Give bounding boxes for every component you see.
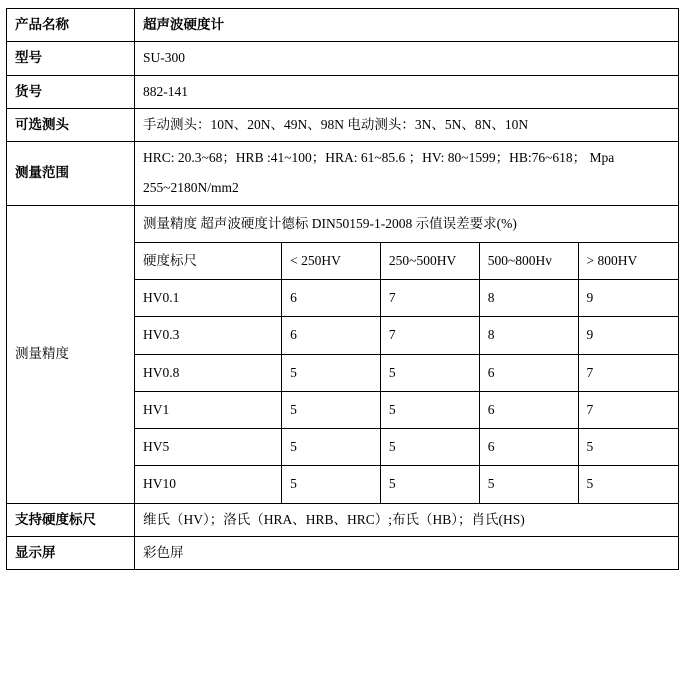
table-row [7,142,679,206]
accuracy-cell-value: 5 [380,466,479,503]
accuracy-cell-value: 9 [578,317,678,354]
table-row [135,429,678,466]
range-line-1: HRC: 20.3~68；HRB :41~100；HRA: 61~85.6 ；HV: 80~1599；HB:76~618； Mpa [143,150,615,165]
accuracy-cell-scale: HV0.3 [135,317,282,354]
table-row [135,466,678,503]
accuracy-cell-value: 7 [380,317,479,354]
accuracy-header-scale: 硬度标尺 [135,242,282,279]
accuracy-cell-value: 6 [282,280,381,317]
table-row [135,280,678,317]
row-value-model: SU-300 [135,42,679,75]
accuracy-cell-value: 5 [282,354,381,391]
row-value-item-no: 882-141 [135,75,679,108]
range-line-2: 255~2180N/mm2 [143,180,239,196]
accuracy-cell-value: 5 [380,391,479,428]
table-row [135,391,678,428]
accuracy-header-gt800: > 800HV [578,242,678,279]
accuracy-cell-value: 5 [380,429,479,466]
accuracy-cell-value: 5 [578,466,678,503]
row-label-probes: 可选测头 [7,108,135,141]
accuracy-header-250-500: 250~500HV [380,242,479,279]
row-label-model: 型号 [7,42,135,75]
row-label-product-name: 产品名称 [7,9,135,42]
table-row [7,9,679,42]
accuracy-cell-value: 5 [479,466,578,503]
accuracy-caption: 测量精度 超声波硬度计德标 DIN50159-1-2008 示值误差要求(%) [135,206,678,243]
accuracy-caption-row [135,206,678,243]
accuracy-table [135,206,678,503]
accuracy-cell-value: 6 [282,317,381,354]
accuracy-cell-value: 6 [479,354,578,391]
table-row [7,205,679,503]
accuracy-cell-value: 5 [282,429,381,466]
accuracy-header-row [135,242,678,279]
table-row [7,75,679,108]
accuracy-cell-value: 7 [578,391,678,428]
accuracy-cell-scale: HV0.1 [135,280,282,317]
specification-table [6,8,679,570]
row-value-display: 彩色屏 [135,536,679,569]
accuracy-cell-scale: HV1 [135,391,282,428]
row-value-product-name: 超声波硬度计 [135,9,679,42]
accuracy-cell-value: 7 [380,280,479,317]
accuracy-cell [135,205,679,503]
table-row [7,503,679,536]
accuracy-cell-scale: HV5 [135,429,282,466]
table-row [7,108,679,141]
accuracy-cell-value: 6 [479,429,578,466]
accuracy-cell-value: 7 [578,354,678,391]
row-label-item-no: 货号 [7,75,135,108]
row-value-probes: 手动测头：10N、20N、49N、98N 电动测头：3N、5N、8N、10N [135,108,679,141]
table-row [135,317,678,354]
row-value-scales: 维氏（HV）；洛氏（HRA、HRB、HRC）;布氏（HB）；肖氏(HS) [135,503,679,536]
table-row [7,536,679,569]
accuracy-cell-scale: HV10 [135,466,282,503]
row-label-scales: 支持硬度标尺 [7,503,135,536]
row-value-range [135,142,679,206]
table-row [7,42,679,75]
accuracy-cell-value: 8 [479,280,578,317]
row-label-display: 显示屏 [7,536,135,569]
accuracy-cell-scale: HV0.8 [135,354,282,391]
row-label-accuracy: 测量精度 [7,205,135,503]
row-label-range: 测量范围 [7,142,135,206]
accuracy-cell-value: 8 [479,317,578,354]
table-row [135,354,678,391]
accuracy-cell-value: 6 [479,391,578,428]
accuracy-cell-value: 5 [380,354,479,391]
accuracy-cell-value: 9 [578,280,678,317]
accuracy-header-500-800: 500~800Hv [479,242,578,279]
accuracy-cell-value: 5 [282,391,381,428]
accuracy-cell-value: 5 [282,466,381,503]
accuracy-header-lt250: < 250HV [282,242,381,279]
accuracy-cell-value: 5 [578,429,678,466]
